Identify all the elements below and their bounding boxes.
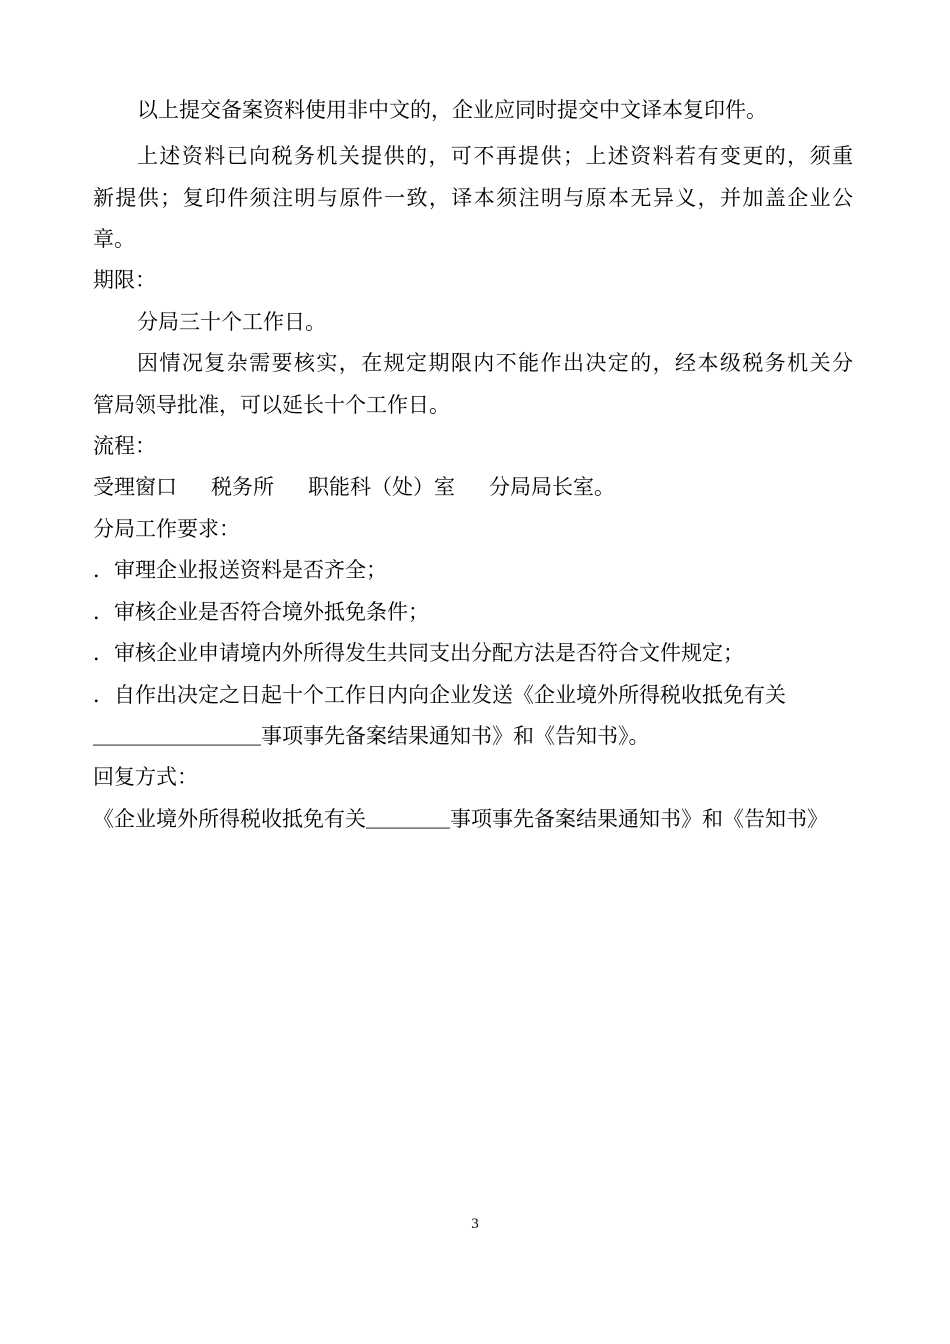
paragraph-translation-note: 以上提交备案资料使用非中文的，企业应同时提交中文译本复印件。 [137, 98, 767, 122]
reply-method-documents: 《企业境外所得税收抵免有关＿＿＿＿事项事先备案结果通知书》和《告知书》 [93, 807, 828, 831]
flow-step-functional-section: 职能科（处）室 [308, 475, 455, 499]
page-number: 3 [471, 1216, 479, 1232]
paragraph-resubmission-line-1: 上述资料已向税务机关提供的，可不再提供；上述资料若有变更的，须重 [137, 144, 853, 168]
paragraph-resubmission-line-2: 新提供；复印件须注明与原件一致，译本须注明与原本无异义，并加盖企业公 [93, 186, 853, 210]
flow-step-tax-office: 税务所 [211, 475, 274, 499]
process-flow [93, 472, 853, 502]
flow-step-director-office: 分局局长室。 [489, 475, 615, 499]
heading-time-limit: 期限： [93, 268, 156, 292]
requirement-item-2: ．审核企业是否符合境外抵免条件； [93, 600, 429, 624]
paragraph-extension-line-2: 管局领导批准，可以延长十个工作日。 [93, 393, 450, 417]
paragraph-resubmission-line-3: 章。 [93, 227, 135, 251]
paragraph-extension-line-1: 因情况复杂需要核实，在规定期限内不能作出决定的，经本级税务机关分 [137, 351, 853, 375]
paragraph-time-limit: 分局三十个工作日。 [137, 310, 326, 334]
heading-branch-requirements: 分局工作要求： [93, 517, 240, 541]
requirement-item-1: ．审理企业报送资料是否齐全； [93, 558, 387, 582]
heading-reply-method: 回复方式： [93, 765, 198, 789]
requirement-item-3: ．审核企业申请境内外所得发生共同支出分配方法是否符合文件规定； [93, 641, 744, 665]
heading-process: 流程： [93, 434, 156, 458]
requirement-item-4-line-2: ＿＿＿＿＿＿＿＿事项事先备案结果通知书》和《告知书》。 [93, 724, 650, 748]
flow-step-reception-window: 受理窗口 [93, 475, 177, 499]
requirement-item-4-line-1: ．自作出决定之日起十个工作日内向企业发送《企业境外所得税收抵免有关 [93, 683, 786, 707]
